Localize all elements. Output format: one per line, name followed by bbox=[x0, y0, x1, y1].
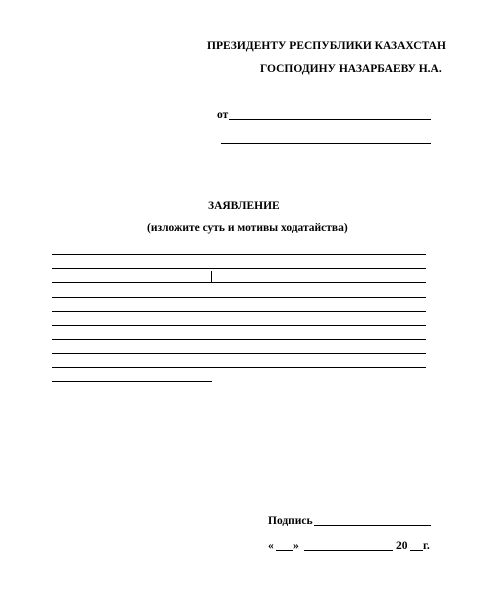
addressee-line-1: ПРЕЗИДЕНТУ РЕСПУБЛИКИ КАЗАХСТАН bbox=[207, 40, 446, 52]
addressee-line-2: ГОСПОДИНУ НАЗАРБАЕВУ Н.А. bbox=[260, 63, 442, 75]
statement-line[interactable] bbox=[52, 297, 426, 298]
statement-line[interactable] bbox=[52, 282, 426, 283]
document-subtitle: (изложите суть и мотивы ходатайства) bbox=[147, 222, 348, 234]
date-close-quote: » bbox=[293, 540, 299, 552]
from-address-line[interactable] bbox=[221, 143, 431, 144]
document-title: ЗАЯВЛЕНИЕ bbox=[208, 200, 280, 212]
date-open-quote: « bbox=[268, 540, 274, 552]
statement-line[interactable] bbox=[52, 311, 426, 312]
date-month-line[interactable] bbox=[304, 550, 393, 551]
statement-line[interactable] bbox=[52, 367, 426, 368]
statement-line[interactable] bbox=[52, 268, 426, 269]
date-day-line[interactable] bbox=[276, 550, 293, 551]
statement-line[interactable] bbox=[52, 325, 426, 326]
from-label: от bbox=[217, 109, 229, 121]
signature-line[interactable] bbox=[314, 525, 431, 526]
from-name-line[interactable] bbox=[229, 119, 431, 120]
signature-label: Подпись bbox=[268, 515, 313, 527]
date-year-line[interactable] bbox=[410, 550, 423, 551]
statement-line[interactable] bbox=[52, 353, 426, 354]
date-year-prefix: 20 bbox=[396, 540, 408, 552]
date-year-suffix: г. bbox=[423, 540, 430, 552]
statement-line[interactable] bbox=[52, 339, 426, 340]
statement-line[interactable] bbox=[52, 254, 426, 255]
statement-line-short[interactable] bbox=[52, 381, 212, 382]
